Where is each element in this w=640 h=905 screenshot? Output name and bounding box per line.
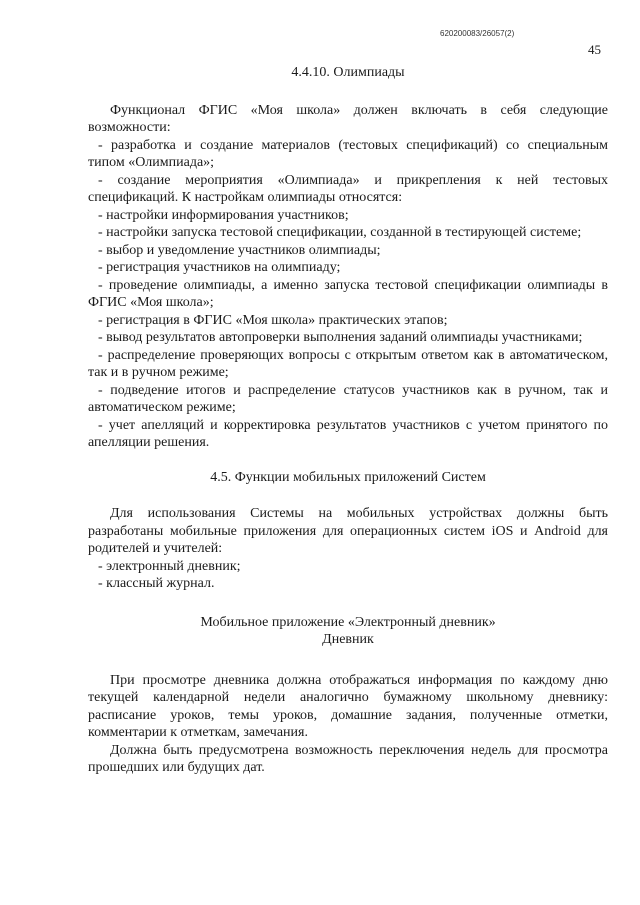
subsection-title-line: Мобильное приложение «Электронный дневник» bbox=[200, 614, 496, 630]
list-item: - подведение итогов и распределение статусов участников как в ручном, так и автоматическом режиме; bbox=[88, 382, 608, 415]
list-item: - электронный дневник; bbox=[98, 558, 241, 574]
paragraph: Должна быть предусмотрена возможность переключения недель для просмотра прошедших или будущих дат. bbox=[88, 742, 608, 775]
olympiad-feature-list bbox=[88, 137, 608, 452]
page-number: 45 bbox=[588, 42, 601, 57]
section-intro: Для использования Системы на мобильных устройствах должны быть разработаны мобильные приложения для операционных систем iOS и Android для родителей и учителей: bbox=[88, 506, 608, 556]
list-item: - создание мероприятия «Олимпиада» и прикрепления к ней тестовых спецификаций. К настройкам олимпиады относятся: bbox=[88, 172, 608, 205]
list-item: - настройки запуска тестовой спецификации, созданной в тестирующей системе; bbox=[98, 225, 582, 240]
list-item: - классный журнал. bbox=[98, 576, 215, 591]
subsection-subtitle: Дневник bbox=[322, 632, 374, 647]
list-item: - регистрация участников на олимпиаду; bbox=[98, 260, 341, 275]
document-code: 620200083/26057(2) bbox=[440, 29, 515, 38]
section-intro: Функционал ФГИС «Моя школа» должен включать в себя следующие возможности: bbox=[88, 102, 608, 135]
section-title-mobile-apps: 4.5. Функции мобильных приложений Систем bbox=[210, 469, 486, 485]
section-title-olympiads: 4.4.10. Олимпиады bbox=[291, 65, 405, 80]
list-item: - распределение проверяющих вопросы с открытым ответом как в автоматическом, так и в ручном режиме; bbox=[88, 347, 608, 380]
mobile-app-list bbox=[88, 558, 608, 593]
page-content bbox=[88, 58, 608, 777]
subsection-title-diary bbox=[88, 614, 608, 649]
list-item: - вывод результатов автопроверки выполнения заданий олимпиады участниками; bbox=[98, 330, 583, 345]
list-item: - учет апелляций и корректировка результатов участников с учетом принятого по апелляции решения. bbox=[88, 417, 608, 450]
list-item: - проведение олимпиады, а именно запуска тестовой спецификации олимпиады в ФГИС «Моя школа»; bbox=[88, 277, 608, 310]
list-item: - регистрация в ФГИС «Моя школа» практических этапов; bbox=[98, 312, 448, 328]
list-item: - разработка и создание материалов (тестовых спецификаций) со специальным типом «Олимпиада»; bbox=[88, 137, 608, 170]
list-item: - настройки информирования участников; bbox=[98, 207, 349, 223]
list-item: - выбор и уведомление участников олимпиады; bbox=[98, 242, 381, 258]
paragraph: При просмотре дневника должна отображаться информация по каждому дню текущей календарной недели аналогично бумажному школьному дневнику: расписание уроков, темы уроков, домашние задания, полученные отметки, комментарии к отметкам, замечания. bbox=[88, 672, 608, 740]
